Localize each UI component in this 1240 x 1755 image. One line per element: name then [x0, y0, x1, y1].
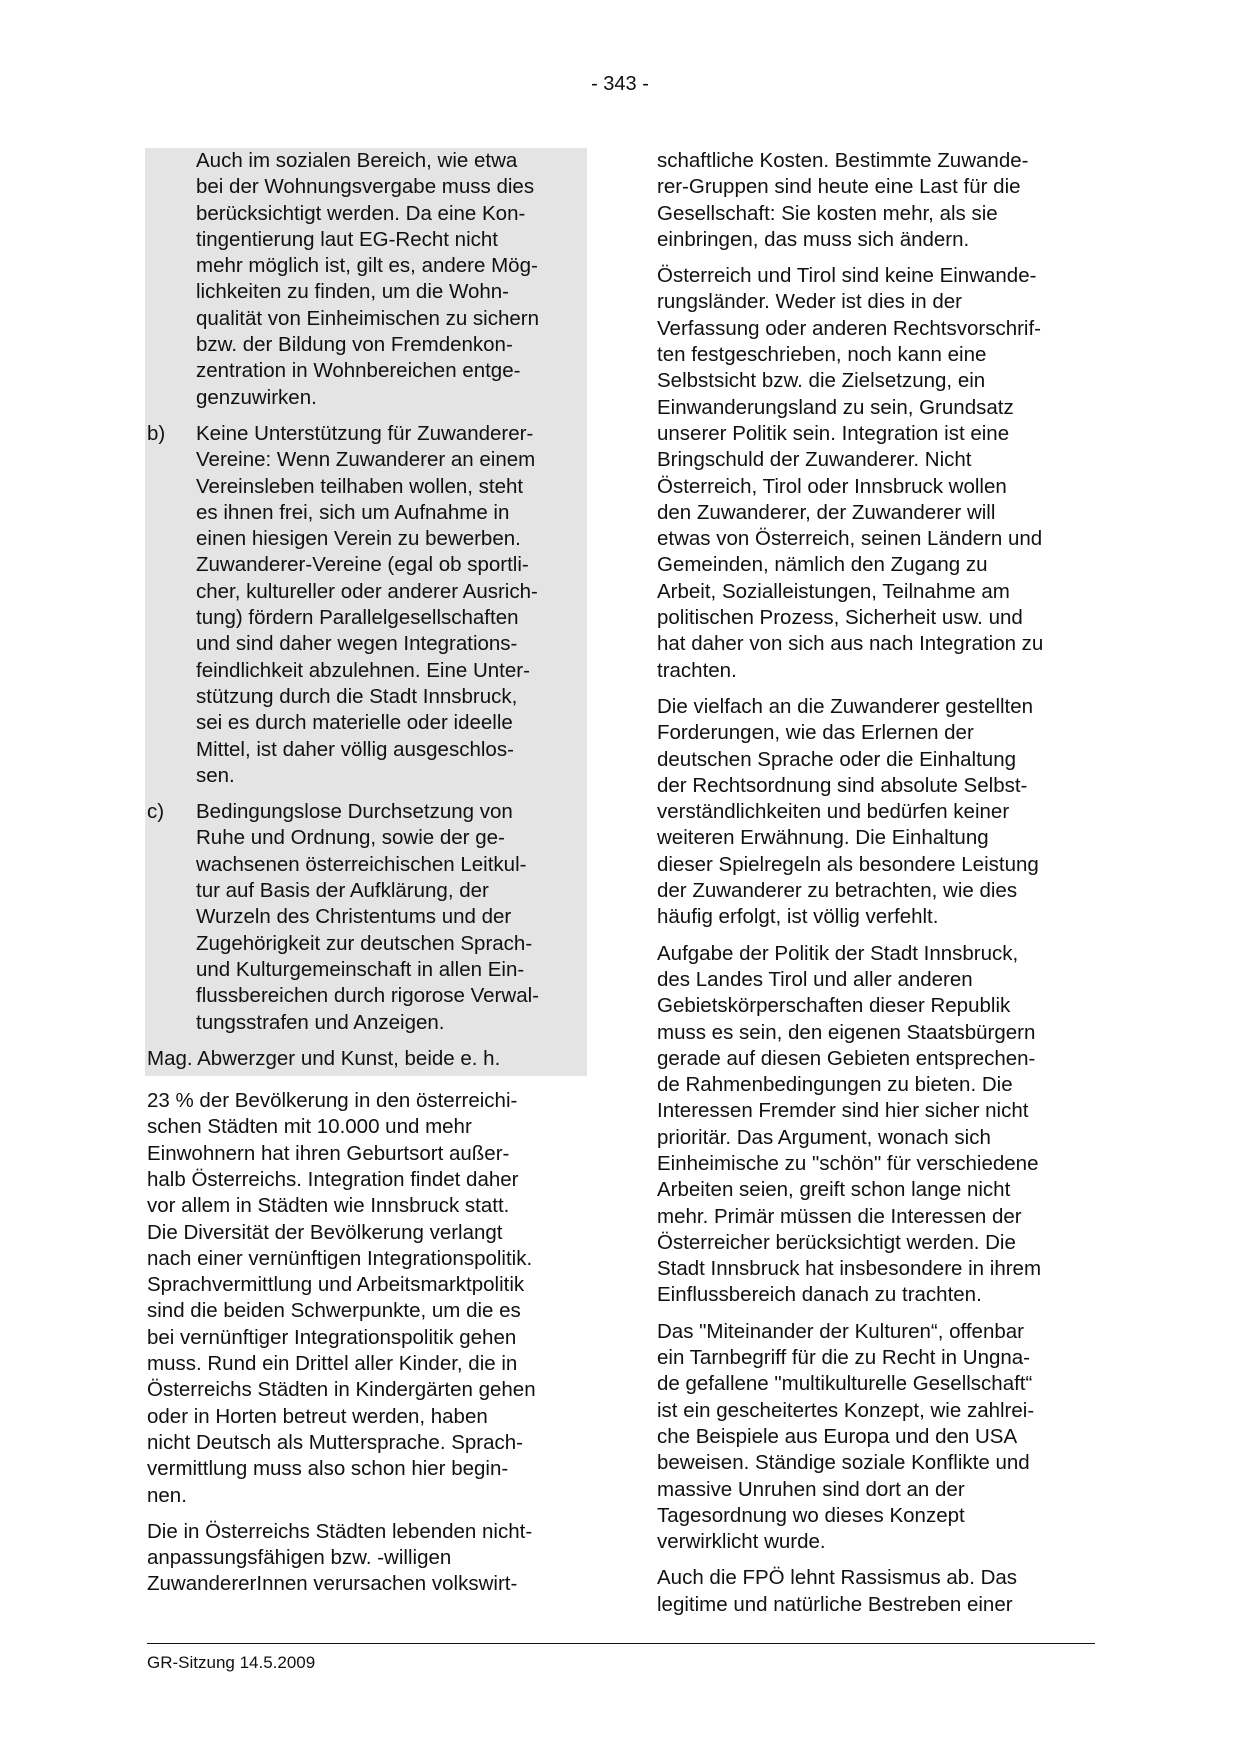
body-paragraph	[657, 148, 1097, 253]
text-line: Gesellschaft: Sie kosten mehr, als sie	[657, 201, 998, 225]
text-line: und Kulturgemeinschaft in allen Ein-	[196, 957, 525, 981]
text-line: tung) fördern Parallelgesellschaften	[196, 606, 519, 630]
text-line: tingentierung laut EG-Recht nicht	[196, 227, 498, 251]
text-line: dieser Spielregeln als besondere Leistung	[657, 852, 1039, 876]
body-paragraph	[147, 1088, 587, 1509]
text-line: tur auf Basis der Aufklärung, der	[196, 879, 489, 903]
text-line: den Zuwanderer, der Zuwanderer will	[657, 500, 996, 524]
text-line: verwirklicht wurde.	[657, 1530, 826, 1554]
left-column	[147, 148, 587, 1608]
motion-intro-paragraph	[147, 148, 587, 411]
text-line: der Zuwanderer zu betrachten, wie dies	[657, 879, 1018, 903]
text-line: anpassungsfähigen bzw. -willigen	[147, 1546, 452, 1570]
text-line: Mittel, ist daher völlig ausgeschlos-	[196, 737, 514, 761]
text-line: muss. Rund ein Drittel aller Kinder, die in	[147, 1352, 518, 1376]
text-line: tungsstrafen und Anzeigen.	[196, 1010, 445, 1034]
text-line: hat daher von sich aus nach Integration zu	[657, 632, 1044, 656]
text-line: vermittlung muss also schon hier begin-	[147, 1457, 509, 1481]
text-line: gerade auf diesen Gebieten entsprechen-	[657, 1046, 1036, 1070]
text-line: Österreich und Tirol sind keine Einwande-	[657, 264, 1037, 288]
text-line: Einflussbereich danach zu trachten.	[657, 1283, 982, 1307]
text-line: Auch im sozialen Bereich, wie etwa	[196, 149, 518, 172]
text-line: Wurzeln des Christentums und der	[196, 905, 512, 929]
motion-item-b	[147, 421, 587, 789]
text-line: Bringschuld der Zuwanderer. Nicht	[657, 448, 972, 472]
text-line: Vereinsleben teilhaben wollen, steht	[196, 474, 524, 498]
text-line: Forderungen, wie das Erlernen der	[657, 721, 974, 745]
text-line: zentration in Wohnbereichen entge-	[196, 359, 521, 383]
text-line: Zuwanderer-Vereine (egal ob sportli-	[196, 553, 529, 577]
text-line: stützung durch die Stadt Innsbruck,	[196, 684, 518, 708]
text-line: Vereine: Wenn Zuwanderer an einem	[196, 448, 536, 472]
item-label: b)	[147, 421, 166, 445]
text-line: Tagesordnung wo dieses Konzept	[657, 1503, 965, 1527]
text-line: berücksichtigt werden. Da eine Kon-	[196, 201, 526, 225]
text-line: flussbereichen durch rigorose Verwal-	[196, 984, 539, 1008]
text-line: qualität von Einheimischen zu sichern	[196, 306, 539, 330]
text-line: che Beispiele aus Europa und den USA	[657, 1424, 1018, 1448]
text-line: bei der Wohnungsvergabe muss dies	[196, 175, 535, 199]
text-line: schaftliche Kosten. Bestimmte Zuwande-	[657, 149, 1029, 172]
text-line: 23 % der Bevölkerung in den österreichi-	[147, 1089, 518, 1113]
footer-divider	[147, 1643, 1095, 1644]
text-line: Einwanderungsland zu sein, Grundsatz	[657, 395, 1014, 419]
item-text	[196, 421, 587, 789]
text-line: ZuwandererInnen verursachen volkswirt-	[147, 1572, 518, 1596]
body-paragraph	[657, 941, 1097, 1309]
text-line: bei vernünftiger Integrationspolitik gehen	[147, 1325, 517, 1349]
text-line: deutschen Sprache oder die Einhaltung	[657, 747, 1017, 771]
motion-shaded-box	[145, 148, 587, 1076]
text-line: oder in Horten betreut werden, haben	[147, 1404, 488, 1428]
text-line: sind die beiden Schwerpunkte, um die es	[147, 1299, 521, 1323]
text-line: Gemeinden, nämlich den Zugang zu	[657, 553, 988, 577]
text-line: häufig erfolgt, ist völlig verfehlt.	[657, 905, 939, 929]
item-text	[196, 799, 587, 1036]
text-line: legitime und natürliche Bestreben einer	[657, 1592, 1013, 1616]
text-line: Die vielfach an die Zuwanderer gestellten	[657, 694, 1034, 718]
text-line: Gebietskörperschaften dieser Republik	[657, 994, 1011, 1018]
text-line: und sind daher wegen Integrations-	[196, 632, 518, 656]
text-line: Stadt Innsbruck hat insbesondere in ihrem	[657, 1257, 1042, 1281]
text-line: trachten.	[657, 658, 737, 682]
item-label: c)	[147, 800, 165, 824]
text-line: der Rechtsordnung sind absolute Selbst-	[657, 773, 1028, 797]
text-line: unserer Politik sein. Integration ist eine	[657, 421, 1010, 445]
text-line: sen.	[196, 763, 235, 787]
text-line: Arbeit, Sozialleistungen, Teilnahme am	[657, 579, 1010, 603]
text-line: Aufgabe der Politik der Stadt Innsbruck,	[657, 941, 1019, 965]
text-line: des Landes Tirol und aller anderen	[657, 967, 973, 991]
body-paragraph	[657, 263, 1097, 684]
text-line: Einwohnern hat ihren Geburtsort außer-	[147, 1141, 510, 1165]
text-line: nach einer vernünftigen Integrationspolitik.	[147, 1246, 533, 1270]
text-line: bzw. der Bildung von Fremdenkon-	[196, 333, 513, 357]
text-line: einbringen, das muss sich ändern.	[657, 227, 970, 251]
text-line: Einheimische zu "schön" für verschiedene	[657, 1151, 1039, 1175]
text-line: de gefallene "multikulturelle Gesellschaft“	[657, 1372, 1033, 1396]
text-line: etwas von Österreich, seinen Ländern und	[657, 527, 1043, 551]
text-line: Österreicher berücksichtigt werden. Die	[657, 1230, 1016, 1254]
text-line: Interessen Fremder sind hier sicher nicht	[657, 1099, 1029, 1123]
text-line: genzuwirken.	[196, 385, 317, 409]
text-line: politischen Prozess, Sicherheit usw. und	[657, 606, 1023, 630]
signature-line: Mag. Abwerzger und Kunst, beide e. h.	[147, 1046, 501, 1070]
text-line: rungsländer. Weder ist dies in der	[657, 290, 963, 314]
text-line: Die Diversität der Bevölkerung verlangt	[147, 1220, 503, 1244]
text-line: cher, kultureller oder anderer Ausrich-	[196, 579, 538, 603]
text-line: Das "Miteinander der Kulturen“, offenbar	[657, 1319, 1024, 1343]
text-line: beweisen. Ständige soziale Konflikte und	[657, 1451, 1030, 1475]
text-line: Verfassung oder anderen Rechtsvorschrif-	[657, 316, 1042, 340]
text-line: mehr möglich ist, gilt es, andere Mög-	[196, 254, 538, 278]
text-line: verständlichkeiten und bedürfen keiner	[657, 800, 1010, 824]
text-line: schen Städten mit 10.000 und mehr	[147, 1115, 472, 1139]
footer-session-date: GR-Sitzung 14.5.2009	[147, 1653, 316, 1672]
text-line: Sprachvermittlung und Arbeitsmarktpolitik	[147, 1273, 525, 1297]
text-line: Österreich, Tirol oder Innsbruck wollen	[657, 474, 1007, 498]
text-line: de Rahmenbedingungen zu bieten. Die	[657, 1073, 1013, 1097]
body-paragraph	[657, 1319, 1097, 1556]
text-line: lichkeiten zu finden, um die Wohn-	[196, 280, 509, 304]
text-line: rer-Gruppen sind heute eine Last für die	[657, 175, 1021, 199]
text-line: nen.	[147, 1483, 187, 1507]
text-line: nicht Deutsch als Muttersprache. Sprach-	[147, 1430, 523, 1454]
text-line: Bedingungslose Durchsetzung von	[196, 800, 513, 824]
text-line: mehr. Primär müssen die Interessen der	[657, 1204, 1022, 1228]
page-number: - 343 -	[591, 73, 649, 95]
text-line: feindlichkeit abzulehnen. Eine Unter-	[196, 658, 530, 682]
text-line: muss es sein, den eigenen Staatsbürgern	[657, 1020, 1036, 1044]
text-line: ein Tarnbegriff für die zu Recht in Ungna-	[657, 1346, 1031, 1370]
text-line: sei es durch materielle oder ideelle	[196, 711, 513, 735]
body-paragraph	[657, 1565, 1097, 1618]
text-line: ist ein gescheitertes Konzept, wie zahlrei-	[657, 1398, 1035, 1422]
text-line: Auch die FPÖ lehnt Rassismus ab. Das	[657, 1566, 1018, 1590]
text-line: einen hiesigen Verein zu bewerben.	[196, 527, 521, 551]
text-line: massive Unruhen sind dort an der	[657, 1477, 965, 1501]
right-column	[657, 148, 1097, 1628]
text-line: halb Österreichs. Integration findet daher	[147, 1167, 519, 1191]
text-line: Ruhe und Ordnung, sowie der ge-	[196, 826, 505, 850]
body-paragraph	[657, 694, 1097, 931]
text-line: Arbeiten seien, greift schon lange nicht	[657, 1178, 1011, 1202]
text-line: weiteren Erwähnung. Die Einhaltung	[657, 826, 989, 850]
text-line: Österreichs Städten in Kindergärten gehen	[147, 1378, 536, 1402]
text-line: ten festgeschrieben, noch kann eine	[657, 343, 987, 367]
text-line: vor allem in Städten wie Innsbruck statt.	[147, 1194, 510, 1218]
text-line: Selbstsicht bzw. die Zielsetzung, ein	[657, 369, 986, 393]
text-line: es ihnen frei, sich um Aufnahme in	[196, 500, 510, 524]
body-paragraph	[147, 1519, 587, 1598]
text-line: wachsenen österreichischen Leitkul-	[196, 852, 527, 876]
motion-item-c	[147, 799, 587, 1036]
text-line: prioritär. Das Argument, wonach sich	[657, 1125, 991, 1149]
text-line: Zugehörigkeit zur deutschen Sprach-	[196, 931, 533, 955]
text-line: Keine Unterstützung für Zuwanderer-	[196, 421, 534, 445]
text-line: Die in Österreichs Städten lebenden nicht-	[147, 1519, 533, 1543]
